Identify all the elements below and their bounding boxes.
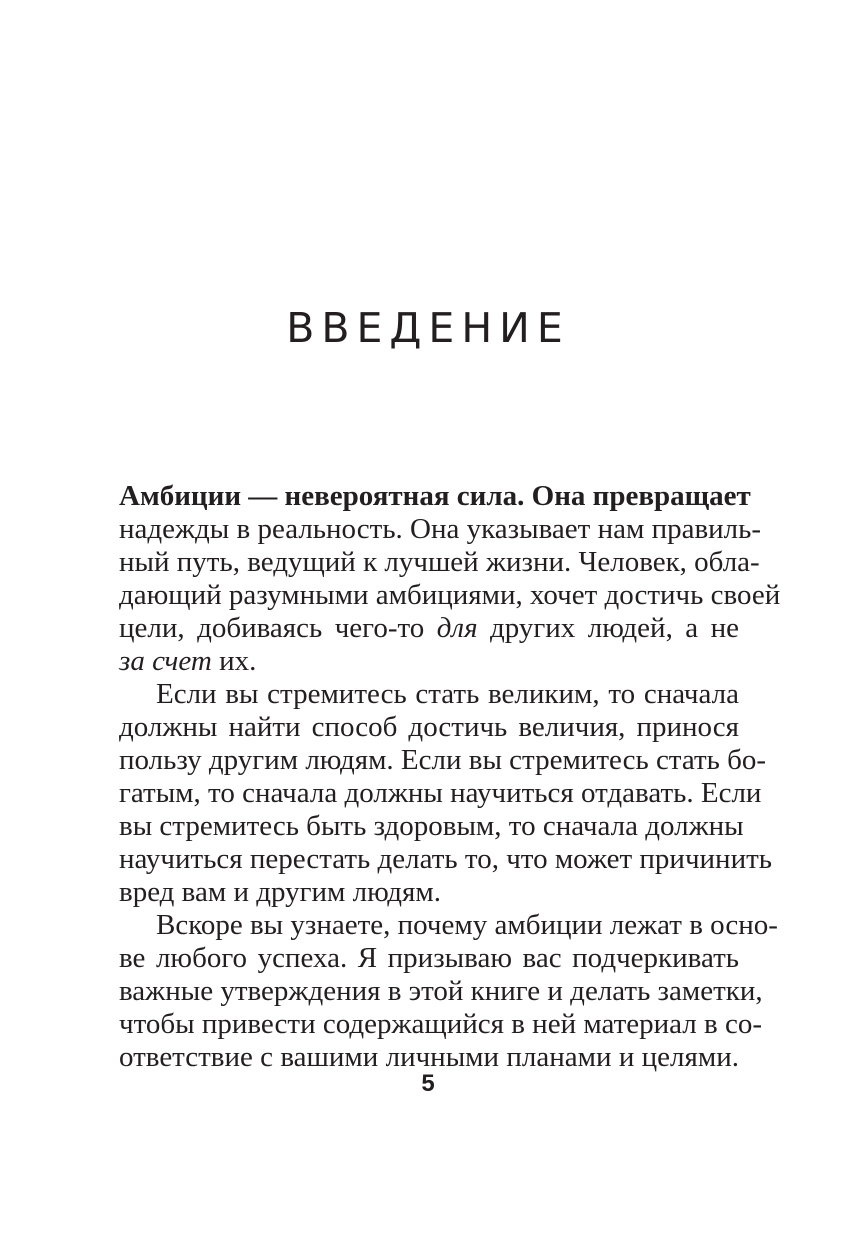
paragraph-1 — [119, 480, 781, 678]
text-line: вред вам и другим людям. — [119, 876, 441, 908]
text-line — [119, 612, 739, 645]
text-line — [119, 645, 739, 678]
text-line: вы стремитесь быть здоровым, то сначала должны — [119, 810, 744, 842]
text-line: гатым, то сначала должны научиться отдавать. Если — [119, 777, 762, 809]
text-line: ный путь, ведущий к лучшей жизни. Человек, обла- — [119, 546, 760, 578]
text-line: надежды в реальность. Она указывает нам правиль- — [119, 513, 762, 545]
text-line — [119, 480, 751, 513]
text-line: научиться перестать делать то, что может причинить — [119, 843, 772, 875]
chapter-title: ВВЕДЕНИЕ — [286, 304, 570, 352]
text-line: Вскоре вы узнаете, почему амбиции лежат в осно- — [156, 909, 778, 941]
text-line: дающий разумными амбициями, хочет достичь своей — [119, 579, 781, 611]
text-line: чтобы привести содержащийся в ней материал в со- — [119, 1008, 762, 1040]
text-line: важные утверждения в этой книге и делать заметки, — [119, 975, 763, 1007]
bold-lead: Амбиции — невероятная сила. Она превращает — [119, 480, 751, 512]
text-line: ве любого успеха. Я призываю вас подчеркивать — [119, 942, 739, 974]
text-line: должны найти способ достичь величия, принося — [119, 711, 739, 743]
italic-word: за счет — [119, 645, 212, 677]
text-line: Если вы стремитесь стать великим, то сначала — [156, 678, 739, 710]
body-text — [119, 480, 781, 1074]
text-segment: их. — [211, 645, 257, 677]
text-segment: цели, добиваясь чего-то — [119, 612, 437, 644]
text-segment: других людей, а не — [477, 612, 740, 644]
paragraph-3 — [119, 909, 778, 1074]
page-number: 5 — [421, 1070, 435, 1097]
italic-word: для — [436, 612, 478, 644]
text-line: ответствие с вашими личными планами и целями. — [119, 1041, 739, 1073]
text-line: пользу другим людям. Если вы стремитесь стать бо- — [119, 744, 767, 776]
paragraph-2 — [119, 678, 772, 909]
